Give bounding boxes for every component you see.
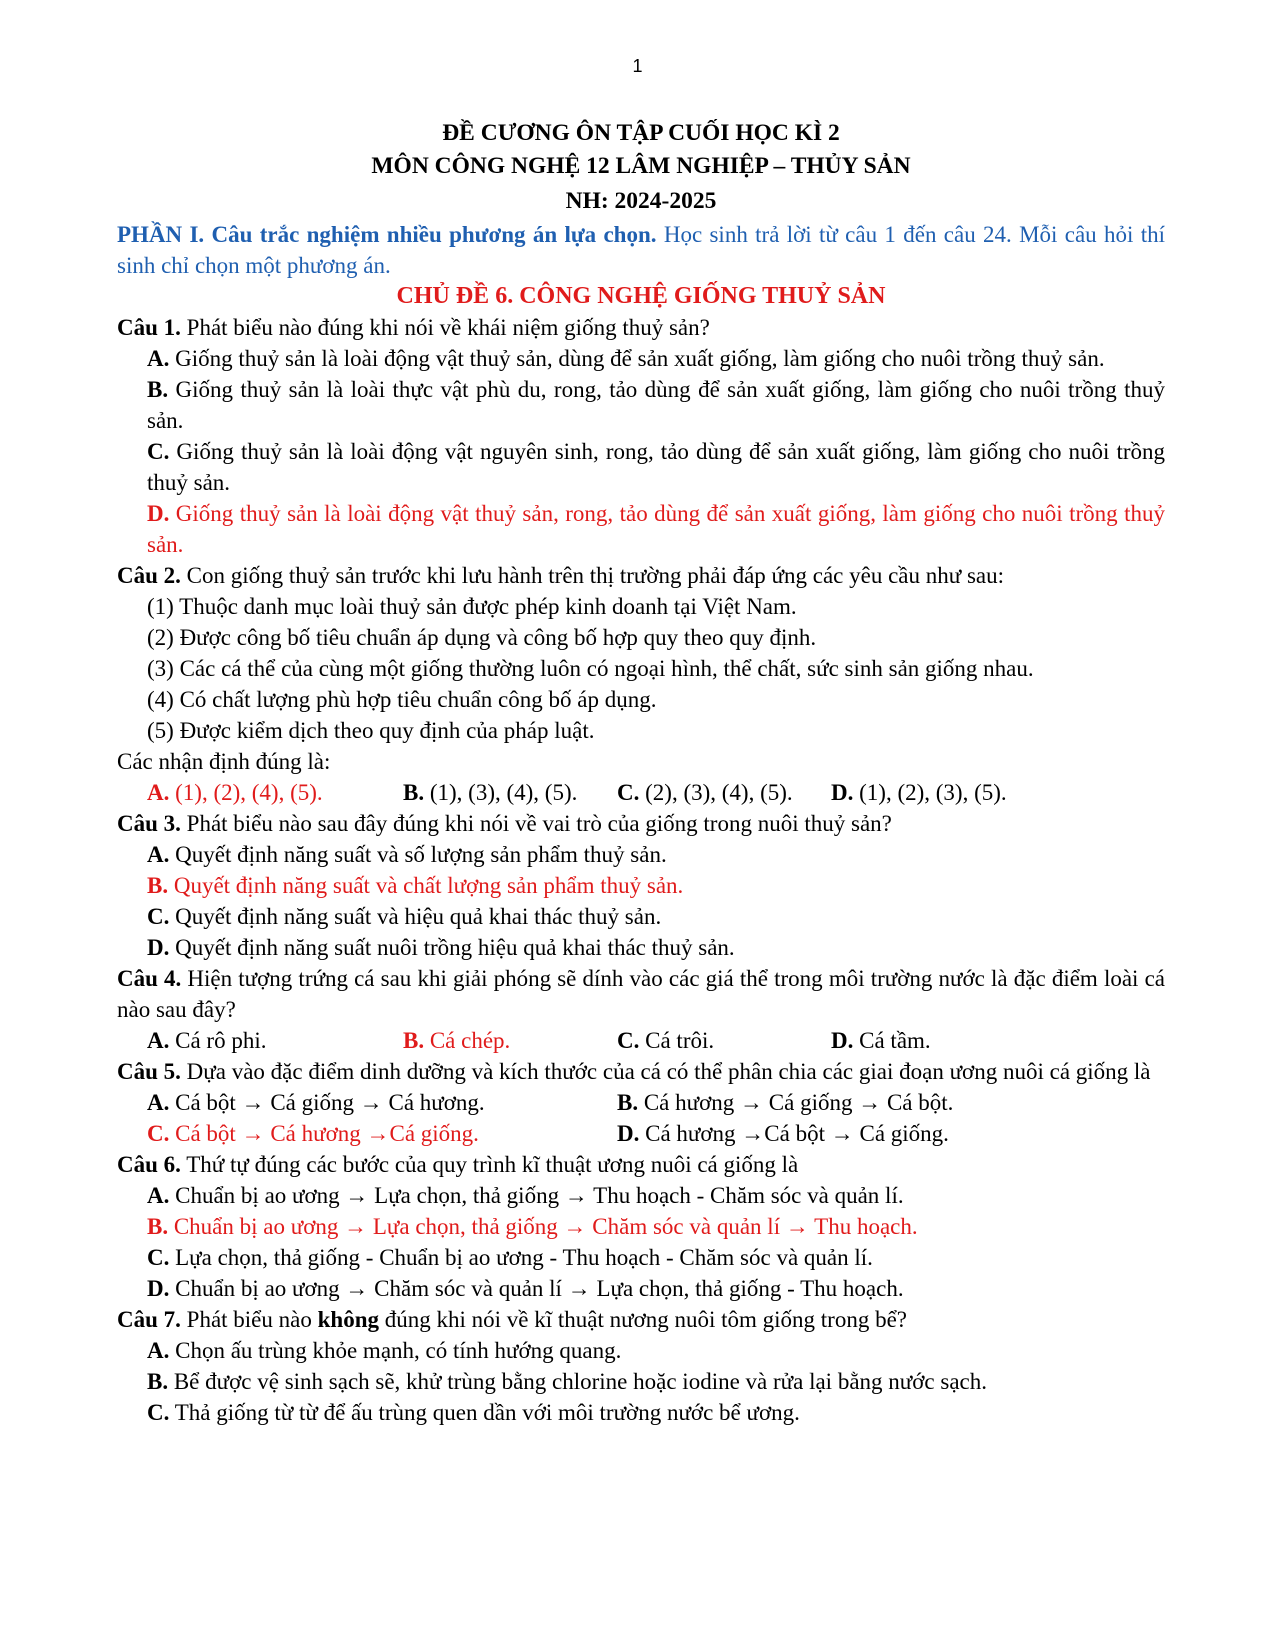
option-c-answer[interactable] (147, 1118, 617, 1149)
question-text: Phát biểu nào sau đây đúng khi nói về vai trò của giống trong nuôi thuỷ sản? (180, 811, 892, 836)
question-emphasis: không (317, 1307, 379, 1332)
option-a[interactable] (147, 839, 1165, 870)
option-letter: B. (617, 1090, 639, 1115)
option-letter: C. (617, 1028, 640, 1053)
option-d[interactable] (831, 777, 1007, 808)
option-text: Thả giống từ từ để ấu trùng quen dần với môi trường nước bể ương. (169, 1400, 800, 1425)
option-text: Quyết định năng suất và số lượng sản phẩm thuỷ sản. (169, 842, 667, 867)
option-a[interactable] (147, 1335, 1165, 1366)
option-letter: A. (147, 1090, 170, 1115)
option-b-answer[interactable] (403, 1025, 617, 1056)
question-text: Dựa vào đặc điểm dinh dưỡng và kích thước của cá có thể phân chia các giai đoạn ương nuôi cá giống là (180, 1059, 1151, 1084)
question-number: Câu 4. (117, 966, 182, 991)
option-c[interactable] (147, 901, 1165, 932)
statement-3: (3) Các cá thể của cùng một giống thường luôn có ngoại hình, thể chất, sức sinh sản giống nhau. (147, 656, 1034, 681)
option-text: (1), (2), (4), (5). (169, 780, 323, 805)
option-letter: D. (831, 1028, 854, 1053)
option-text: Giống thuỷ sản là loài động vật thuỷ sản, dùng để sản xuất giống, làm giống cho nuôi trồng thuỷ sản. (169, 346, 1105, 371)
question-text: Phát biểu nào (180, 1307, 318, 1332)
options-row (147, 1118, 1165, 1149)
question-stem (117, 1304, 1165, 1335)
statement-5: (5) Được kiểm dịch theo quy định của pháp luật. (147, 718, 595, 743)
option-text: (1), (2), (3), (5). (853, 780, 1007, 805)
option-c[interactable] (147, 1242, 1165, 1273)
school-year: NH: 2024-2025 (565, 188, 717, 214)
option-letter: B. (147, 1369, 169, 1394)
option-text: Cá rô phi. (169, 1028, 267, 1053)
question-stem (117, 808, 1165, 839)
option-letter: D. (147, 501, 170, 526)
question-number: Câu 1. (117, 315, 181, 340)
question-text: Hiện tượng trứng cá sau khi giải phóng sẽ dính vào các giá thể trong môi trường nước là đặc điểm loài cá nào sau đây? (117, 966, 1165, 1022)
question-5 (117, 1056, 1165, 1149)
answer-prompt: Các nhận định đúng là: (117, 749, 331, 774)
option-a[interactable] (147, 343, 1165, 374)
option-d[interactable] (147, 1273, 1165, 1304)
option-text: Cá bột → Cá giống → Cá hương. (169, 1090, 485, 1115)
option-letter: B. (147, 377, 169, 402)
option-letter: C. (147, 904, 170, 929)
option-a-answer[interactable] (147, 777, 403, 808)
option-text: Cá chép. (424, 1028, 511, 1053)
option-text: Cá bột → Cá hương →Cá giống. (169, 1121, 479, 1146)
part-heading (117, 219, 1165, 281)
option-text: Quyết định năng suất và chất lượng sản phẩm thuỷ sản. (168, 873, 684, 898)
option-text: Cá tầm. (853, 1028, 931, 1053)
option-letter: C. (147, 439, 170, 464)
option-text: Lựa chọn, thả giống - Chuẩn bị ao ương - Thu hoạch - Chăm sóc và quản lí. (169, 1245, 873, 1270)
option-letter: D. (831, 780, 854, 805)
question-7 (117, 1304, 1165, 1428)
option-a[interactable] (147, 1180, 1165, 1211)
question-number: Câu 3. (117, 811, 181, 836)
option-text: Quyết định năng suất nuôi trồng hiệu quả khai thác thuỷ sản. (169, 935, 735, 960)
document-body (117, 118, 1165, 1428)
option-letter: A. (147, 1028, 170, 1053)
option-letter: A. (147, 780, 170, 805)
question-text: Con giống thuỷ sản trước khi lưu hành trên thị trường phải đáp ứng các yêu cầu như sau: (180, 563, 1005, 588)
option-b[interactable] (147, 1366, 1165, 1397)
question-text: Phát biểu nào đúng khi nói về khái niệm giống thuỷ sản? (180, 315, 710, 340)
option-d-answer[interactable] (147, 498, 1165, 560)
statement-2: (2) Được công bố tiêu chuẩn áp dụng và công bố hợp quy theo quy định. (147, 625, 817, 650)
option-letter: C. (147, 1400, 170, 1425)
option-text: Cá hương → Cá giống → Cá bột. (638, 1090, 954, 1115)
question-stem (117, 1056, 1165, 1087)
option-letter: B. (403, 780, 425, 805)
option-letter: A. (147, 1183, 170, 1208)
option-letter: C. (617, 780, 640, 805)
question-number: Câu 6. (117, 1152, 181, 1177)
document-title: ĐỀ CƯƠNG ÔN TẬP CUỐI HỌC KÌ 2 (442, 120, 840, 146)
question-1 (117, 312, 1165, 560)
option-letter: B. (147, 1214, 169, 1239)
option-letter: C. (147, 1245, 170, 1270)
option-text: Bể được vệ sinh sạch sẽ, khử trùng bằng chlorine hoặc iodine và rửa lại bằng nước sạch. (168, 1369, 987, 1394)
question-2 (117, 560, 1165, 808)
option-d[interactable] (831, 1025, 931, 1056)
option-c[interactable] (617, 1025, 831, 1056)
option-b[interactable] (403, 777, 617, 808)
question-number: Câu 7. (117, 1307, 181, 1332)
option-letter: A. (147, 346, 170, 371)
topic-heading: CHỦ ĐỀ 6. CÔNG NGHỆ GIỐNG THUỶ SẢN (396, 283, 886, 309)
option-text: Quyết định năng suất và hiệu quả khai thác thuỷ sản. (169, 904, 662, 929)
option-text: Giống thuỷ sản là loài thực vật phù du, rong, tảo dùng để sản xuất giống, làm giống cho nuôi trồng thuỷ sản. (147, 377, 1165, 433)
option-letter: B. (403, 1028, 425, 1053)
option-c[interactable] (617, 777, 831, 808)
option-letter: D. (147, 935, 170, 960)
option-text: Giống thuỷ sản là loài động vật thuỷ sản, rong, tảo dùng để sản xuất giống, làm giống cho nuôi trồng thuỷ sản. (147, 501, 1165, 557)
option-letter: B. (147, 873, 169, 898)
options-row (147, 1025, 1165, 1056)
option-letter: A. (147, 842, 170, 867)
question-4 (117, 963, 1165, 1056)
option-b[interactable] (617, 1087, 1110, 1118)
page-number: 1 (632, 56, 643, 76)
part-instruction: Học sinh trả lời từ câu 1 đến câu 24. Mỗi câu hỏi thí sinh chỉ chọn một phương án. (117, 222, 1165, 278)
statement-1: (1) Thuộc danh mục loài thuỷ sản được phép kinh doanh tại Việt Nam. (147, 594, 797, 619)
options-row (147, 1087, 1165, 1118)
question-stem (117, 963, 1165, 1025)
options-row (147, 777, 1165, 808)
question-number: Câu 5. (117, 1059, 181, 1084)
part-label: PHẦN I. Câu trắc nghiệm nhiều phương án lựa chọn. (117, 222, 657, 247)
option-text: Chuẩn bị ao ương → Chăm sóc và quản lí → Lựa chọn, thả giống - Thu hoạch. (169, 1276, 904, 1301)
option-b[interactable] (147, 374, 1165, 436)
question-3 (117, 808, 1165, 963)
option-text: Cá hương →Cá bột → Cá giống. (639, 1121, 949, 1146)
option-text: (2), (3), (4), (5). (639, 780, 793, 805)
option-text: (1), (3), (4), (5). (424, 780, 578, 805)
question-stem (117, 1149, 1165, 1180)
question-text-rest: đúng khi nói về kĩ thuật nương nuôi tôm giống trong bể? (378, 1307, 908, 1332)
option-b-answer[interactable] (147, 870, 1165, 901)
question-text: Thứ tự đúng các bước của quy trình kĩ thuật ương nuôi cá giống là (180, 1152, 799, 1177)
option-text: Chuẩn bị ao ương → Lựa chọn, thả giống → Chăm sóc và quản lí → Thu hoạch. (168, 1214, 918, 1239)
option-a[interactable] (147, 1087, 617, 1118)
subject-title: MÔN CÔNG NGHỆ 12 LÂM NGHIỆP – THỦY SẢN (371, 153, 911, 179)
question-6 (117, 1149, 1165, 1304)
option-letter: A. (147, 1338, 170, 1363)
option-letter: D. (617, 1121, 640, 1146)
option-d[interactable] (617, 1118, 1110, 1149)
option-a[interactable] (147, 1025, 403, 1056)
option-c[interactable] (147, 436, 1165, 498)
option-b-answer[interactable] (147, 1211, 1165, 1242)
option-text: Chọn ấu trùng khỏe mạnh, có tính hướng quang. (169, 1338, 622, 1363)
option-text: Cá trôi. (639, 1028, 715, 1053)
option-letter: C. (147, 1121, 170, 1146)
option-text: Giống thuỷ sản là loài động vật nguyên sinh, rong, tảo dùng để sản xuất giống, làm giống cho nuôi trồng thuỷ sản. (147, 439, 1165, 495)
option-d[interactable] (147, 932, 1165, 963)
question-number: Câu 2. (117, 563, 181, 588)
question-stem (117, 560, 1165, 591)
option-text: Chuẩn bị ao ương → Lựa chọn, thả giống → Thu hoạch - Chăm sóc và quản lí. (169, 1183, 904, 1208)
option-letter: D. (147, 1276, 170, 1301)
statement-4: (4) Có chất lượng phù hợp tiêu chuẩn công bố áp dụng. (147, 687, 657, 712)
option-c[interactable] (147, 1397, 1165, 1428)
question-stem (117, 312, 1165, 343)
